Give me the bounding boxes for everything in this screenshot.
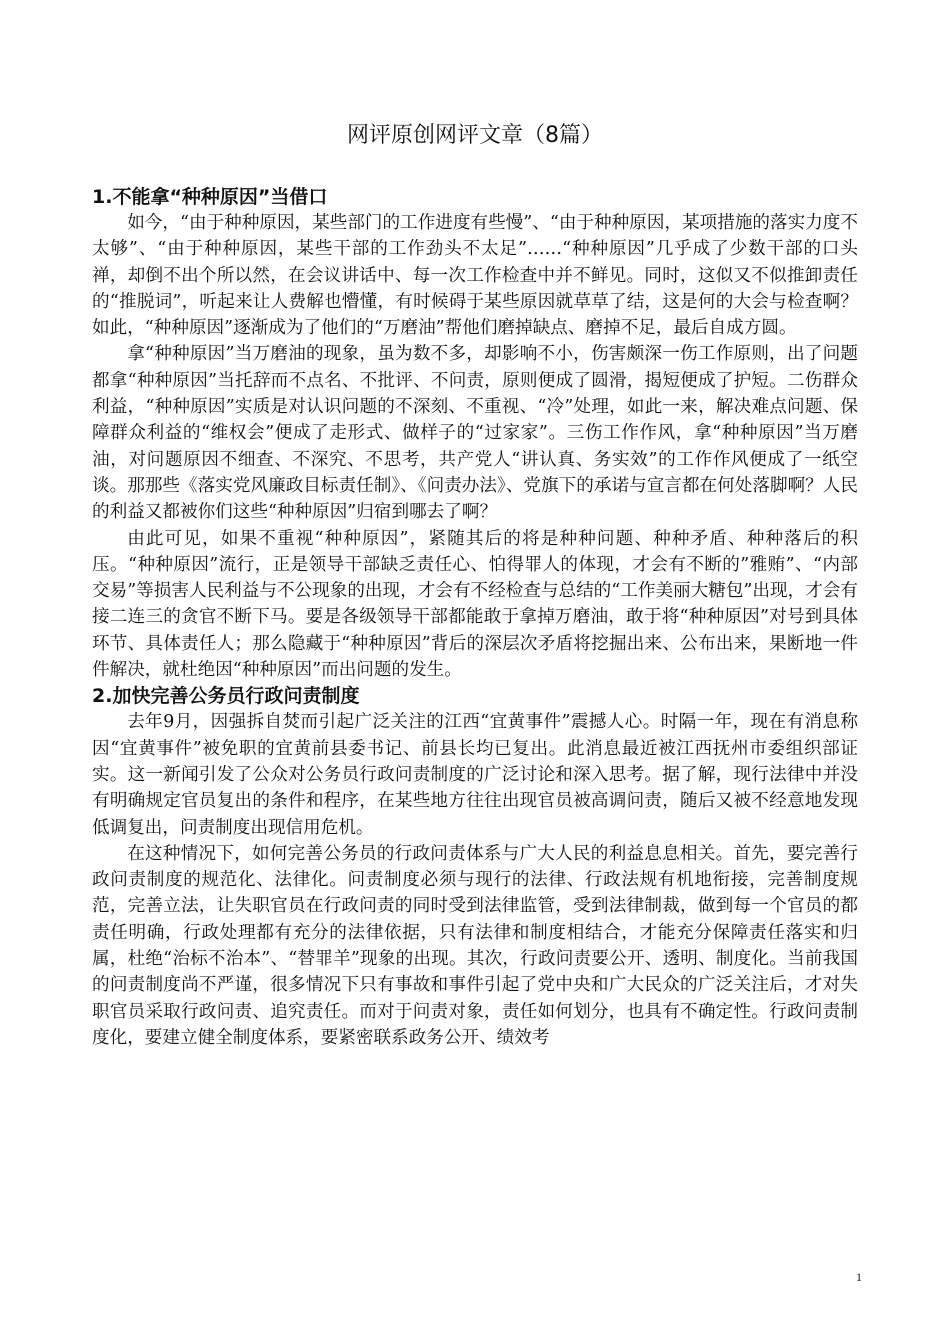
paragraph: 拿“种种原因”当万磨油的现象，虽为数不多，却影响不小，伤害颇深一伤工作原则，出了问题都拿“种种原因”当托辞而不点名、不批评、不问责，原则便成了圆滑，揭短便成了护短。二伤群众利益，“种种原因”实质是对认识问题的不深刻、不重视、“冷”处理，如此一来，解决难点问题、保障群众利益的“维权会”便成了走形式、做样子的“过家家”。三伤工作作风，拿“种种原因”当万磨油，对问题原因不细查、不深究、不思考，共产党人“讲认真、务实效”的工作作风便成了一纸空谈。那那些《落实党风廉政目标责任制》、《问责办法》、党旗下的承诺与宣言都在何处落脚啊？人民的利益又都被你们这些“种种原因”归宿到哪去了啊？ [92,344,858,523]
section-heading: 2.加快完善公务员行政问责制度 [92,685,360,708]
paragraph: 在这种情况下，如何完善公务员的行政问责体系与广大人民的利益息息相关。首先，要完善行政问责制度的规范化、法律化。问责制度必须与现行的法律、行政法规有机地衔接，完善制度规范，完善立法，让失职官员在行政问责的同时受到法律监管，受到法律制裁，做到每一个官员的都责任明确，行政处理都有充分的法律依据，只有法律和制度相结合，才能充分保障责任落实和归属，杜绝“治标不治本”、“替罪羊”现象的出现。其次，行政问责要公开、透明、制度化。当前我国的问责制度尚不严谨，很多情况下只有事故和事件引起了党中央和广大民众的广泛关注后，才对失职官员采取行政问责、追究责任。而对于问责对象，责任如何划分，也具有不确定性。行政问责制度化，要建立健全制度体系，要紧密联系政务公开、绩效考 [92,843,858,1048]
section-1 [92,184,858,683]
document-title: 网评原创网评文章（8篇） [347,123,603,148]
page-number: 1 [856,1270,862,1284]
document-body [92,184,858,1051]
section-2 [92,683,858,1051]
section-heading: 1.不能拿“种种原因”当借口 [92,186,328,208]
paragraph: 如今，“由于种种原因，某些部门的工作进度有些慢”、“由于种种原因，某项措施的落实力度不太够”、“由于种种原因，某些干部的工作劲头不太足”……“种种原因”几乎成了少数干部的口头禅，却倒不出个所以然，在会议讲话中、每一次工作检查中并不鲜见。同时，这似又不似推卸责任的“推脱词”，听起来让人费解也懵懂，有时候碍于某些原因就草草了结，这是何的大会与检查啊？如此，“种种原因”逐渐成为了他们的“万磨油”帮他们磨掉缺点、磨掉不足，最后自成方圆。 [92,213,858,339]
paragraph: 去年9月，因强拆自焚而引起广泛关注的江西“宜黄事件”震撼人心。时隔一年，现在有消息称因“宜黄事件”被免职的宜黄前县委书记、前县长均已复出。此消息最近被江西抚州市委组织部证实。这一新闻引发了公众对公务员行政问责制度的广泛讨论和深入思考。据了解，现行法律中并没有明确规定官员复出的条件和程序，在某些地方往往出现官员被高调问责，随后又被不经意地发现低调复出，问责制度出现信用危机。 [92,712,858,838]
paragraph: 由此可见，如果不重视“种种原因”，紧随其后的将是种种问题、种种矛盾、种种落后的积压。“种种原因”流行，正是领导干部缺乏责任心、怕得罪人的体现，才会有不断的”雅贿”、“内部交易”等损害人民利益与不公现象的出现，才会有不经检查与总结的“工作美丽大糖包”出现，才会有接二连三的贪官不断下马。要是各级领导干部都能敢于拿掉万磨油，敢于将“种种原因”对号到具体环节、具体责任人；那么隐藏于“种种原因”背后的深层次矛盾将挖掘出来、公布出来，果断地一件件解决，就杜绝因“种种原因”而出问题的发生。 [92,528,858,681]
